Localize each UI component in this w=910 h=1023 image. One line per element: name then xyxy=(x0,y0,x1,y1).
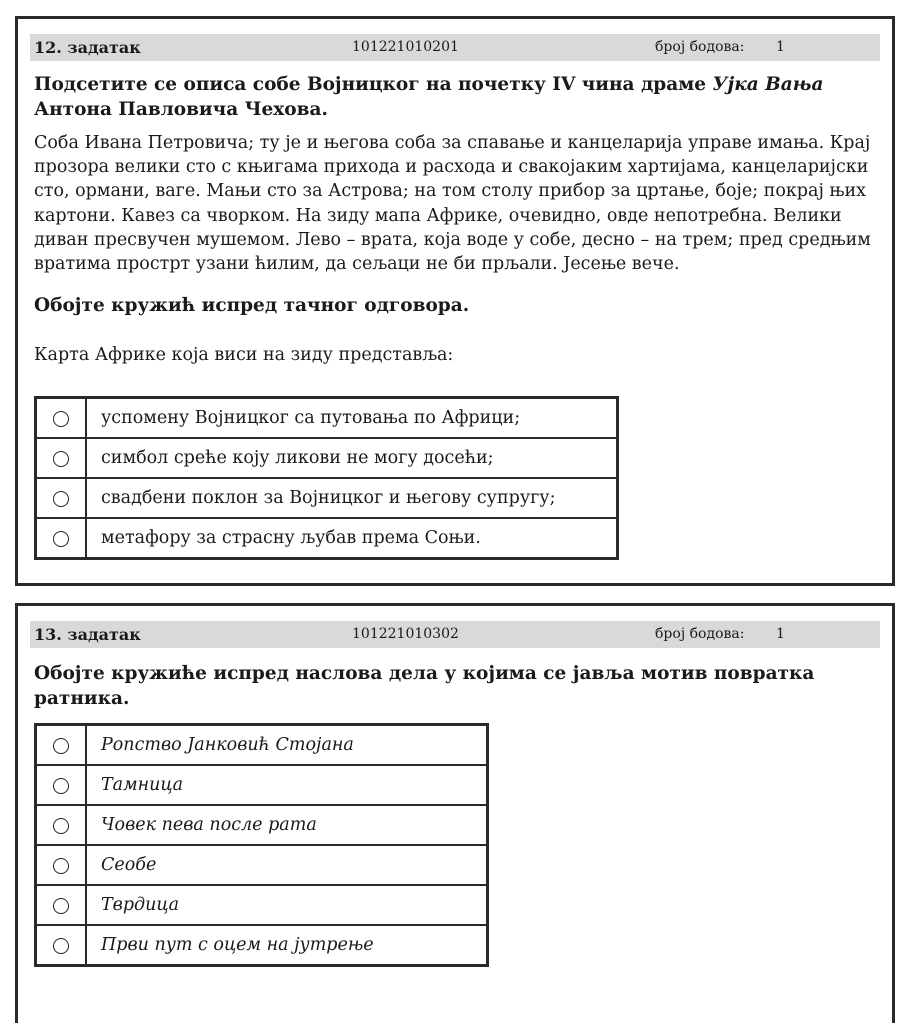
task-12-box xyxy=(15,16,895,586)
task-13-question: Обојте кружиће испред наслова дела у којима се јавља мотив повратка ратника. xyxy=(34,663,815,709)
radio-circle-icon[interactable] xyxy=(53,531,69,547)
option-row[interactable] xyxy=(36,805,488,845)
option-label: успомену Војницког са путовања по Африци; xyxy=(86,398,618,439)
task-12-prompt: Карта Африке која виси на зиду представља: xyxy=(34,345,454,365)
points-label: број бодова: xyxy=(655,39,745,55)
option-radio-cell[interactable] xyxy=(36,725,87,766)
option-radio-cell[interactable] xyxy=(36,805,87,845)
option-radio-cell[interactable] xyxy=(36,845,87,885)
radio-circle-icon[interactable] xyxy=(53,858,69,874)
task-code: 101221010302 xyxy=(352,626,459,642)
option-label: Први пут с оцем на јутрење xyxy=(86,925,488,966)
radio-circle-icon[interactable] xyxy=(53,938,69,954)
task-12-passage: Соба Ивана Петровича; ту је и његова соба за спавање и канцеларија управе имања. Крај прозора велики сто с књигама прихода и расхода и свакојаким хартијама, канцеларијски сто, ормани, ваге. Мањи сто за Астрова; на том столу прибор за цртање, боје; покрај њих картони. Кавез са чворком. На зиду мапа Африке, очевидно, овде непотребна. Велики диван пресвучен мушемом. Лево – врата, која воде у собе, десно – на трем; пред средњим вратима прострт узани ћилим, да сељаци не би прљали. Јесење вече. xyxy=(34,133,871,275)
task-13-options-table xyxy=(34,723,489,967)
option-row[interactable] xyxy=(36,518,618,559)
radio-circle-icon[interactable] xyxy=(53,411,69,427)
points-label: број бодова: xyxy=(655,626,745,642)
option-row[interactable] xyxy=(36,765,488,805)
radio-circle-icon[interactable] xyxy=(53,738,69,754)
radio-circle-icon[interactable] xyxy=(53,491,69,507)
option-radio-cell[interactable] xyxy=(36,478,87,518)
option-label: свадбени поклон за Војницког и његову супругу; xyxy=(86,478,618,518)
option-row[interactable] xyxy=(36,845,488,885)
option-label: Сеобе xyxy=(86,845,488,885)
points-value: 1 xyxy=(776,626,785,642)
option-row[interactable] xyxy=(36,398,618,439)
option-radio-cell[interactable] xyxy=(36,438,87,478)
task-code: 101221010201 xyxy=(352,39,459,55)
radio-circle-icon[interactable] xyxy=(53,898,69,914)
option-label: Тврдица xyxy=(86,885,488,925)
option-row[interactable] xyxy=(36,478,618,518)
option-label: Тамница xyxy=(86,765,488,805)
task-12-instruction: Обојте кружић испред тачног одговора. xyxy=(34,295,470,316)
option-label: симбол среће коју ликови не могу досећи; xyxy=(86,438,618,478)
task-12-question xyxy=(34,72,876,122)
option-row[interactable] xyxy=(36,725,488,766)
option-label: метафору за страсну љубав према Соњи. xyxy=(86,518,618,559)
task-number: 12. задатак xyxy=(34,38,141,57)
question-text-part2: Антона Павловича Чехова. xyxy=(34,99,328,120)
task-13-box xyxy=(15,603,895,1023)
radio-circle-icon[interactable] xyxy=(53,451,69,467)
task-12-options-table xyxy=(34,396,619,560)
option-radio-cell[interactable] xyxy=(36,765,87,805)
option-label: Ропство Јанковић Стојана xyxy=(86,725,488,766)
task-12-header xyxy=(30,34,880,61)
option-radio-cell[interactable] xyxy=(36,925,87,966)
radio-circle-icon[interactable] xyxy=(53,818,69,834)
question-text-part1: Подсетите се описа собе Војницког на почетку IV чина драме xyxy=(34,74,713,95)
task-13-header xyxy=(30,621,880,648)
option-radio-cell[interactable] xyxy=(36,518,87,559)
option-row[interactable] xyxy=(36,925,488,966)
option-label: Човек пева после рата xyxy=(86,805,488,845)
radio-circle-icon[interactable] xyxy=(53,778,69,794)
option-radio-cell[interactable] xyxy=(36,398,87,439)
option-row[interactable] xyxy=(36,438,618,478)
option-row[interactable] xyxy=(36,885,488,925)
task-number: 13. задатак xyxy=(34,625,141,644)
option-radio-cell[interactable] xyxy=(36,885,87,925)
points-value: 1 xyxy=(776,39,785,55)
play-title: Ујка Вања xyxy=(712,74,824,95)
